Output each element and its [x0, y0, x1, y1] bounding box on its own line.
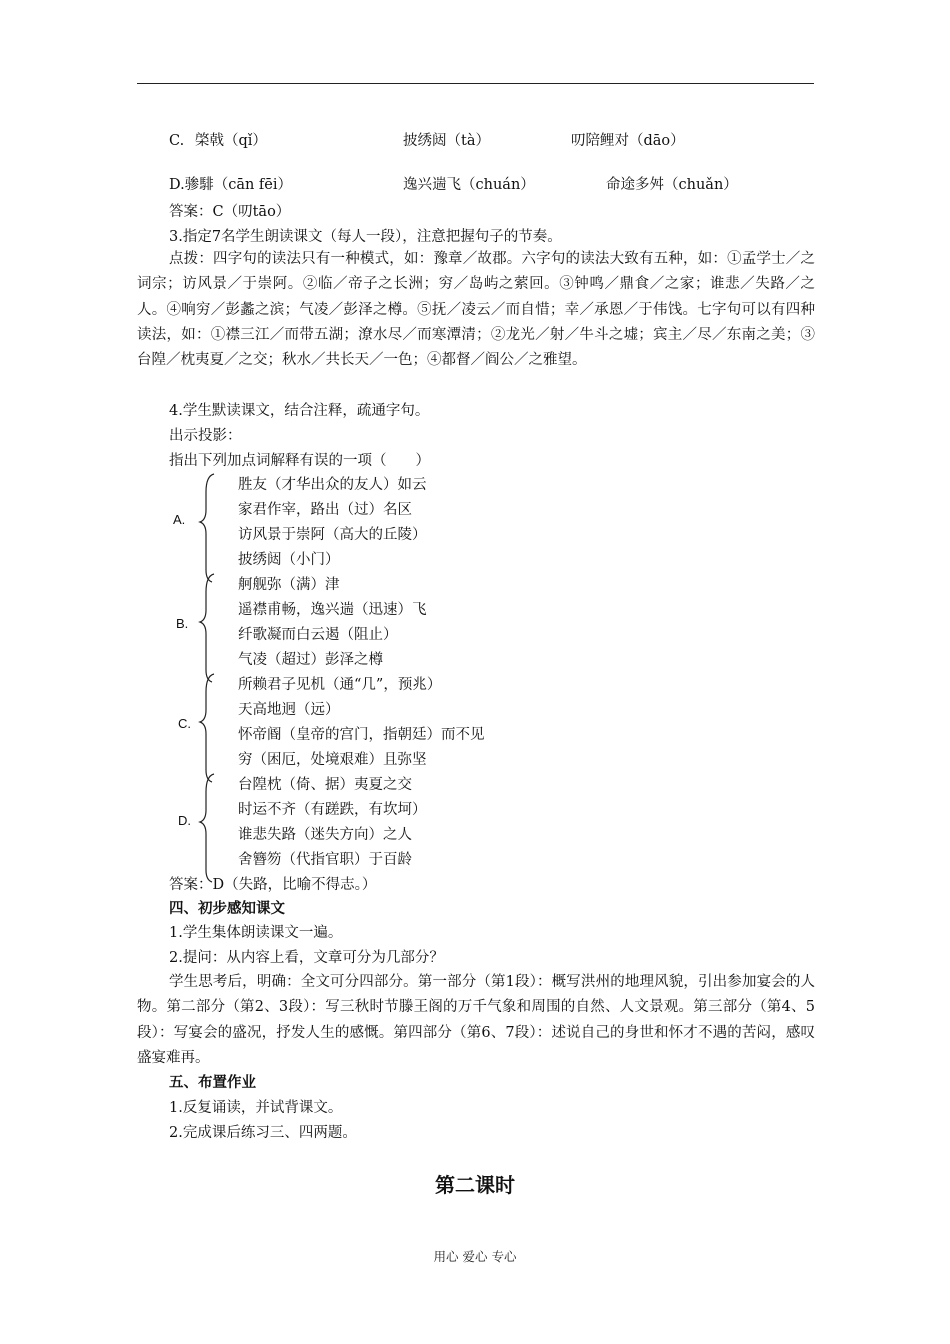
answer-2: 答案：D（失路，比喻不得志。）: [169, 877, 377, 893]
step-4: 4.学生默读课文，结合注释，疏通字句。: [169, 403, 430, 419]
section-4-title: 四、初步感知课文: [169, 901, 285, 917]
option-c-item-3: 叨陪鲤对（dāo）: [571, 133, 685, 149]
option-d-item-3: 命途多舛（chuǎn）: [606, 177, 738, 193]
group-d-label: D.: [178, 813, 191, 828]
option-c-label: C.: [169, 133, 185, 149]
option-d-item-1: D.骖騑（cān fēi）: [169, 177, 293, 193]
group-b-item: 舸舰弥（满）津: [238, 577, 340, 593]
dianbo-paragraph: 点拨：四字句的读法只有一种模式，如：豫章／故郡。六字句的读法大致有五种，如：①孟学士／之词宗；访风景／于崇阿。②临／帝子之长洲；穷／岛屿之萦回。③钟鸣／鼎食／之家；谁悲／失路／之人。④响穷／彭蠡之滨；气凌／彭泽之樽。⑤抚／凌云／而自惜；幸／承恩／于伟饯。七字句可以有四种读法，如：①襟三江／而带五湖；潦水尽／而寒潭清；②龙光／射／牛斗之墟；宾主／尽／东南之美；③台隍／枕夷夏／之交；秋水／共长天／一色；④都督／阎公／之雅望。: [137, 251, 815, 369]
group-a-label: A.: [173, 512, 186, 527]
group-c-item: 穷（困厄，处境艰难）且弥坚: [238, 752, 427, 768]
header-rule: [137, 83, 814, 84]
group-d-item: 舍簪笏（代指官职）于百龄: [238, 852, 412, 868]
group-b-label: B.: [176, 616, 189, 631]
answer-1: 答案：C（叨tāo）: [169, 204, 291, 220]
group-d-item: 台隍枕（倚、据）夷夏之交: [238, 777, 412, 793]
group-b-item: 遥襟甫畅，逸兴遄（迅速）飞: [238, 602, 427, 618]
group-a-item: 披绣闼（小门）: [238, 552, 340, 568]
group-c-label: C.: [178, 716, 191, 731]
group-b-item: 气凌（超过）彭泽之樽: [238, 652, 383, 668]
group-a-item: 访风景于崇阿（高大的丘陵）: [238, 527, 427, 543]
group-d-item: 时运不齐（有蹉跌，有坎坷）: [238, 802, 427, 818]
group-b-item: 纤歌凝而白云遏（阻止）: [238, 627, 398, 643]
section-4-paragraph: 学生思考后，明确：全文可分四部分。第一部分（第1段）：概写洪州的地理风貌，引出参加宴会的人物。第二部分（第2、3段）：写三秋时节滕王阁的万千气象和周围的自然、人文景观。第三部分（第4、5段）：写宴会的盛况，抒发人生的感慨。第四部分（第6、7段）：述说自己的身世和怀才不遇的苦闷，感叹盛宴难再。: [137, 974, 815, 1066]
page-footer: 用心 爱心 专心: [433, 1249, 517, 1264]
section-4-line-1: 1.学生集体朗读课文一遍。: [169, 925, 343, 941]
question: 指出下列加点词解释有误的一项（ ）: [169, 453, 430, 469]
option-d-item-2: 逸兴遄飞（chuán）: [403, 177, 535, 193]
brace-lines: [198, 470, 218, 890]
section-4-line-2: 2.提问：从内容上看，文章可分为几部分？: [169, 950, 444, 966]
step-3: 3.指定7名学生朗读课文（每人一段），注意把握句子的节奏。: [169, 229, 562, 245]
section-5-line-1: 1.反复诵读，并试背课文。: [169, 1100, 343, 1116]
option-c-item-2: 披绣闼（tà）: [403, 133, 490, 149]
section-5-line-2: 2.完成课后练习三、四两题。: [169, 1125, 357, 1141]
group-d-item: 谁悲失路（迷失方向）之人: [238, 827, 412, 843]
option-c-item-1: 棨戟（qǐ）: [195, 133, 267, 149]
section-5-title: 五、布置作业: [169, 1075, 256, 1091]
group-c-item: 天高地迥（远）: [238, 702, 340, 718]
show-projection: 出示投影：: [169, 428, 242, 444]
group-c-item: 怀帝阍（皇帝的宫门，指朝廷）而不见: [238, 727, 485, 743]
group-c-item: 所赖君子见机（通“几”，预兆）: [238, 677, 442, 693]
group-a-item: 家君作宰，路出（过）名区: [238, 502, 412, 518]
group-a-item: 胜友（才华出众的友人）如云: [238, 477, 427, 493]
lesson-heading: 第二课时: [435, 1173, 515, 1197]
